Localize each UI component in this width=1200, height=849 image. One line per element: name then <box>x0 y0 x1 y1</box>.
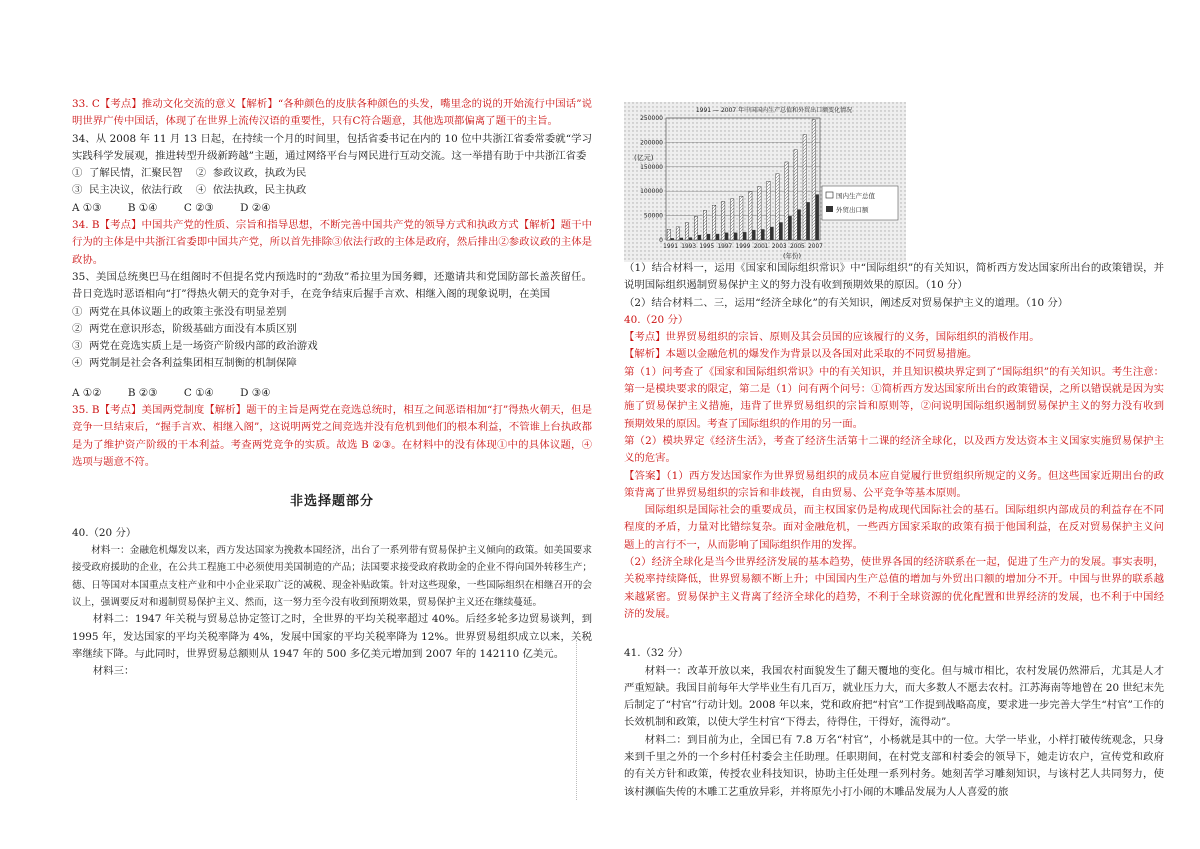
chart-y-tick-label: 50000 <box>643 212 663 220</box>
chart-x-ticks <box>663 244 823 250</box>
bar-gdp <box>721 201 724 240</box>
bar-export <box>743 232 746 240</box>
bar-export <box>734 233 737 240</box>
bar-export <box>752 230 755 240</box>
chart-legend <box>822 186 898 220</box>
chart-y-tick-label: 0 <box>659 237 663 244</box>
chart-x-tick-label: 1991 <box>663 244 678 250</box>
q40-question-1: （1）结合材料一，运用《国家和国际组织常识》中“国际组织”的有关知识，简析西方发达国家所出台的政策错误，并说明国际组织遏制贸易保护主义的努力没有收到预期效果的原因。（10 分） <box>624 262 1164 292</box>
chart-x-tick-label: 1999 <box>735 244 751 250</box>
bar-export <box>779 222 782 240</box>
chart-y-tick-label: 100000 <box>640 188 663 196</box>
q33-answer: 33. C【考点】推动文化交流的意义【解析】“各种颜色的皮肤各种颜色的头发，嘴里念的说的开始流行中国话”说明世界广传中国话，体现了在世界上流传汉语的重要性，只有C符合题意，其他选项都偏离了题干的主旨。 <box>72 98 592 128</box>
chart-y-tick-label: 250000 <box>640 115 663 122</box>
bar-gdp <box>794 150 797 240</box>
chart-x-tick-label: 1995 <box>699 244 715 250</box>
legend-label-export: 外贸出口额 <box>836 206 869 214</box>
bar-export <box>671 238 674 240</box>
bar-gdp <box>767 181 770 240</box>
q35-option: ④ 两党制是社会各利益集团相互制衡的机制保障 <box>72 357 297 370</box>
chart-y-tick-label: 200000 <box>640 139 663 147</box>
chart-x-tick-label: 2001 <box>753 244 769 250</box>
chart-title: 1991 — 2007 年中国国内生产总值和外贸出口额变化情况 <box>695 107 853 114</box>
chart-x-tick-label: 2003 <box>771 244 787 250</box>
bar-gdp <box>785 162 788 240</box>
q40-material3: 材料三： <box>92 665 135 678</box>
bar-export <box>698 235 701 240</box>
answer40-para2: 第（2）模块界定《经济生活》，考查了经济生活第十二课的经济全球化，以及西方发达资本主义国家实施贸易保护主义的危害。 <box>624 434 1164 465</box>
answer40-para1: 第（1）问考查了《国家和国际组织常识》中的有关知识，并且知识模块界定到了“国际组织”的有关知识。考生注意：第一是模块要求的限定，第二是（1）问有两个问号：①简析西方发达国家所出台的政策错误，之所以错误就是因为实施了贸易保护主义措施，违背了世界贸易组织的宗旨和原则等，②问说明国际组织遏制贸易保护主义的努力没有收到预期效果的原因。考查了国际组织的作用的另一面。 <box>624 365 1164 430</box>
binding-margin <box>576 640 583 800</box>
bar-export <box>707 234 710 240</box>
chart-x-tick-label: 1993 <box>681 244 697 250</box>
answer40-jiexi: 【解析】本题以金融危机的爆发作为背景以及各国对此采取的不同贸易措施。 <box>624 348 978 361</box>
q35-option: ③ 两党在竞选实质上是一场资产阶级内部的政治游戏 <box>72 340 318 353</box>
chart-xlabel: (年份) <box>782 252 802 260</box>
q35-stem: 35、美国总统奥巴马在组阁时不但提名党内预选时的“劲敌”希拉里为国务卿，还邀请共和党国防部长盖茨留任。昔日竞选时恶语相向“打”得热火朝天的竞争对手，在竞争结束后握手言欢、相继入阁的现象说明，在美国 <box>72 270 592 301</box>
bar-export <box>761 229 764 240</box>
bar-gdp <box>685 223 688 240</box>
bar-gdp <box>667 229 670 240</box>
bar-export <box>689 237 692 240</box>
q34-answer: 34. B【考点】中国共产党的性质、宗旨和指导思想，不断完善中国共产党的领导方式和执政方式【解析】题干中行为的主体是中共浙江省委即中国共产党，所以首先排除③依法行政的主体是政府，然后排出②参政议政的主体是政协。 <box>72 219 592 266</box>
bar-gdp <box>694 216 697 240</box>
bar-export <box>815 194 818 240</box>
bar-gdp <box>758 186 761 240</box>
bar-export <box>716 234 719 240</box>
chart-ylabel: (亿元) <box>634 154 654 162</box>
bar-gdp <box>676 227 679 240</box>
bar-gdp <box>812 120 815 240</box>
chart-x-tick-label: 2005 <box>789 244 805 250</box>
bar-gdp <box>712 205 715 240</box>
left-column <box>72 96 592 681</box>
bar-export <box>797 209 800 240</box>
q35-answer: 35. B【考点】美国两党制度【解析】题干的主旨是两党在竞选总统时，相互之间恶语相加“打”得热火朝天，但是竞争一旦结束后，“握手言欢、相继入阁”，这说明两党之间竞选并没有危机到他们的根本利益，不管谁上台执政都是为了维护资产阶级的干本利益。考查两党竞争的实质。故选 B ②③。在材料中的没有体现①中的具体议题，④选项与题意不符。 <box>72 404 592 468</box>
bar-gdp <box>740 196 743 240</box>
q41-material1: 材料一：改革开放以来，我国农村面貌发生了翻天覆地的变化。但与城市相比，农村发展仍然滞后，尤其是人才严重短缺。我国目前每年大学毕业生有几百万，就业压力大，而大多数人不愿去农村。江苏海南等地曾在 20 世纪末先后制定了“村官”行动计划。2008 年以来，党和政府把“村官”工作提到战略高度，要求进一步完善大学生“村官”工作的长效机制和政策，以使大学生村官“下得去，待得住，干得好，流得动”。 <box>624 664 1164 729</box>
answer40-kaodian: 【考点】世界贸易组织的宗旨、原则及其会员国的应该履行的义务，国际组织的消极作用。 <box>624 331 1040 344</box>
legend-label-gdp: 国内生产总值 <box>836 192 875 200</box>
bar-gdp <box>803 134 806 240</box>
q41-material2: 材料二：到目前为止，全国已有 7.8 万名“村官”，小杨就是其中的一位。大学一毕业，小样打破传统观念，只身来到千里之外的一个乡村任村委会主任助理。任职期间，在村党支部和村委会的领导下，她走访农户，宣传党和政府的有关方针和政策，传授农业科技知识，协助主任处理一系列村务。她刻苦学习雕刻知识，与该村艺人共同努力，使该村濒临失传的木雕工艺重放异彩，并将原先小打小闹的木雕品发展为人人喜爱的旅 <box>624 733 1164 798</box>
q34-option-line: ① 了解民情，汇聚民智 ② 参政议政，执政为民 <box>72 167 307 180</box>
answer40-ans1b: 国际组织是国际社会的重要成员，而主权国家仍是构成现代国际社会的基石。国际组织内部成员的利益存在不同程度的矛盾，力量对比错综复杂。面对金融危机，一些西方国家采取的政策有损于他国利益，在反对贸易保护主义问题上的言行不一，从而影响了国际组织作用的发挥。 <box>624 504 1164 551</box>
right-column <box>624 260 1164 801</box>
q34-choices: A ①③ B ①④ C ②③ D ②④ <box>72 201 271 214</box>
q34-stem: 34、从 2008 年 11 月 13 日起，在持续一个月的时间里，包括省委书记在内的 10 位中共浙江省委常委就“学习实践科学发展观，推进转型升级新跨越”主题，通过网络平台与网民进行互动交流。这一举措有助于中共浙江省委 <box>72 132 592 162</box>
q40-question-2: （2）结合材料二、三，运用“经济全球化”的有关知识，阐述反对贸易保护主义的道理。（10 分） <box>624 296 1069 309</box>
bar-export <box>770 227 773 240</box>
bar-export <box>680 238 683 240</box>
bar-gdp <box>703 210 706 240</box>
q35-option: ① 两党在具体议题上的政策主张没有明显差别 <box>72 305 287 318</box>
q40-label: 40.（20 分） <box>72 526 137 539</box>
bar-export <box>725 233 728 240</box>
chart-x-tick-label: 1997 <box>717 244 733 250</box>
legend-swatch-export <box>826 206 833 212</box>
gdp-export-chart <box>624 102 906 262</box>
bar-gdp <box>776 174 779 240</box>
q40-material1: 材料一：金融危机爆发以来，西方发达国家为挽救本国经济，出台了一系列带有贸易保护主义倾向的政策。如美国要求接受政府援助的企业，在公共工程施工中必须使用美国制造的产品；法国要求接受政府救助金的企业不得向国外转移生产；德、日等国对本国重点支柱产业和中小企业采取广泛的减税、现金补贴政策。针对这些现象，一些国际组织在相继召开的会议上，强调要反对和遏制贸易保护主义、然而，这一努力至今没有收到预期效果，贸易保护主义还在继续蔓延。 <box>72 544 592 609</box>
answer40-label: 40.（20 分） <box>624 313 689 326</box>
answer40-ans1a: 【答案】（1）西方发达国家作为世界贸易组织的成员本应自觉履行世贸组织所规定的义务。但这些国家近期出台的政策背离了世界贸易组织的宗旨和非歧视，自由贸易、公平竞争等基本原则。 <box>624 469 1164 499</box>
chart-y-tick-label: 150000 <box>640 163 663 171</box>
bar-gdp <box>730 199 733 240</box>
q34-option-line: ③ 民主决议，依法行政 ④ 依法执政，民主执政 <box>72 184 307 197</box>
q41-label: 41.（32 分） <box>624 647 689 660</box>
section-title: 非选择题部分 <box>289 494 374 510</box>
bar-export <box>806 202 809 240</box>
legend-swatch-gdp <box>826 192 833 198</box>
bar-export <box>788 216 791 240</box>
q40-material2: 材料二：1947 年关税与贸易总协定签订之时，全世界的平均关税率超过 40%。后经多轮多边贸易谈判，到 1995 年，发达国家的平均关税率降为 4%，发展中国家的平均关税率降为 12%。世界贸易组织成立以来，关税率继续下降。与此同时，世界贸易总额则从 1947 年的 500 多亿美元增加到 2007 年的 142110 亿美元。 <box>72 613 592 661</box>
answer40-ans2: （2）经济全球化是当今世界经济发展的基本趋势，使世界各国的经济联系在一起，促进了生产力的发展。事实表明，关税率持续降低，世界贸易额不断上升；中国国内生产总值的增加与外贸出口额的增加分不开。中国与世界的联系越来越紧密。贸易保护主义背离了经济全球化的趋势，不利于全球资源的优化配置和世界经济的发展，也不利于中国经济的发展。 <box>624 556 1164 620</box>
q35-choices: A ①② B ②③ C ①④ D ③④ <box>72 386 271 399</box>
q35-option: ② 两党在意识形态，阶级基础方面没有本质区别 <box>72 322 297 335</box>
bar-gdp <box>749 192 752 240</box>
chart-x-tick-label: 2007 <box>808 244 823 250</box>
